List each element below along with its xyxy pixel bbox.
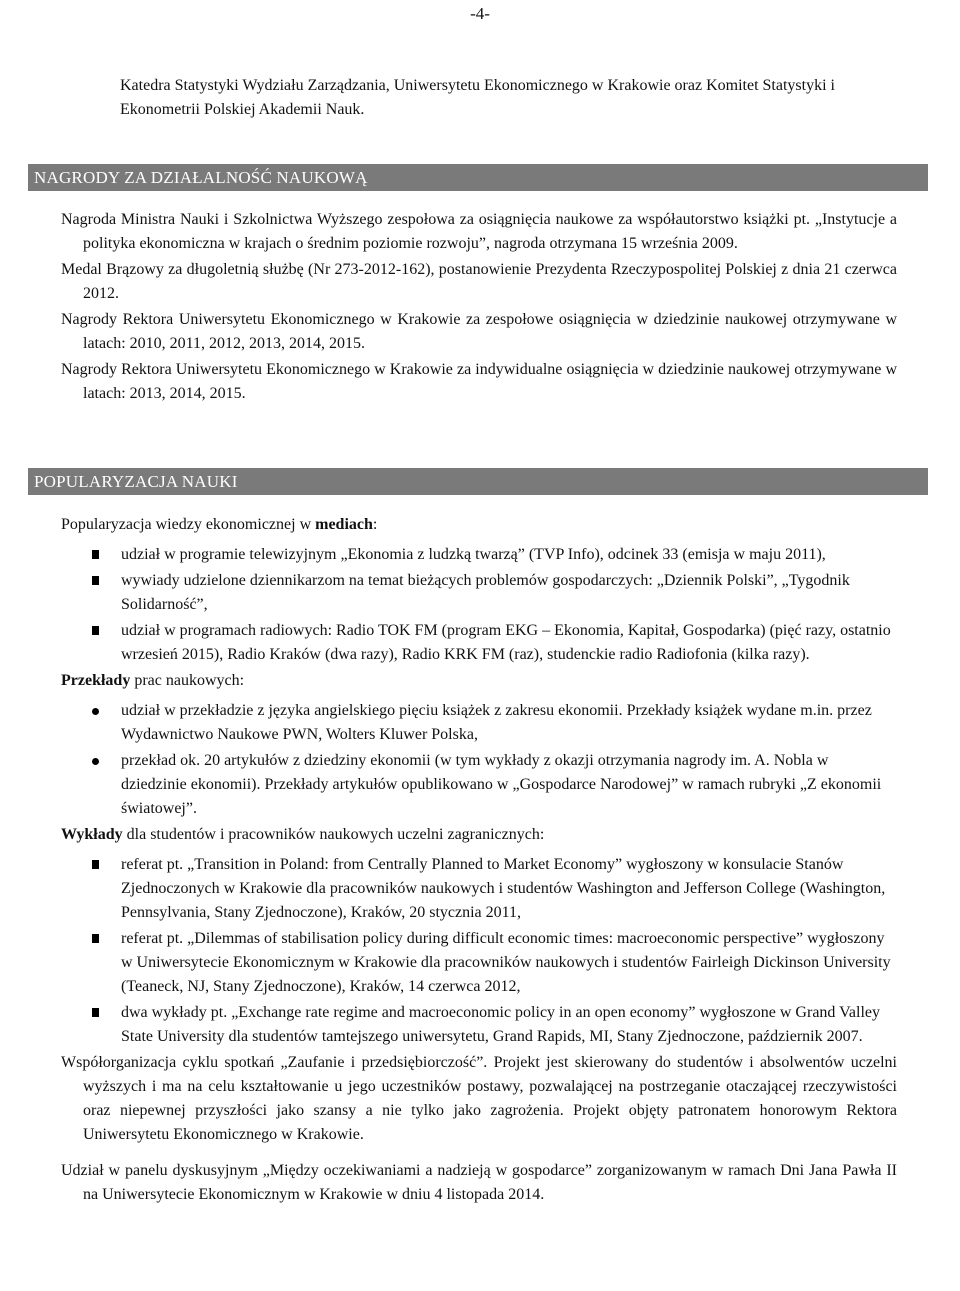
media-intro-bold: mediach	[315, 516, 373, 533]
translations-intro-bold: Przekłady	[61, 672, 131, 689]
round-bullet-icon	[92, 758, 99, 765]
square-bullet-icon	[92, 934, 99, 943]
popularization-content	[61, 513, 897, 1207]
list-item-text: przekład ok. 20 artykułów z dziedziny ekonomii (w tym wykłady z okazji otrzymania nagrody im. A. Nobla w dziedzinie ekonomii). Przekłady artykułów opublikowano w „Gospodarce Narodowej” w ramach rubryki „Z ekonomii światowej”.	[121, 752, 882, 817]
list-item-text: udział w programach radiowych: Radio TOK FM (program EKG – Ekonomia, Kapitał, Gospodarka) (pięć razy, ostatnio wrzesień 2015), Radio Kraków (dwa razy), Radio KRK FM (raz), studenckie radio Radiofonia (kilka razy).	[121, 622, 891, 663]
list-item	[61, 927, 897, 999]
list-item-text: referat pt. „Dilemmas of stabilisation policy during difficult economic times: macroeconomic perspective” wygłoszony w Uniwersytecie Ekonomicznym w Krakowie dla pracowników naukowych i studentów Fairleigh Dickinson University (Teaneck, NJ, Stany Zjednoczone), Kraków, 14 czerwca 2012,	[121, 930, 891, 995]
square-bullet-icon	[92, 860, 99, 869]
media-intro	[61, 513, 897, 537]
intro-paragraph: Katedra Statystyki Wydziału Zarządzania, Uniwersytetu Ekonomicznego w Krakowie oraz Komitet Statystyki i Ekonometrii Polskiej Akademii Nauk.	[120, 77, 835, 118]
translations-intro-suffix: prac naukowych:	[130, 672, 245, 689]
list-item-text: dwa wykłady pt. „Exchange rate regime and macroeconomic policy in an open economy” wygłoszone w Grand Valley State University dla studentów tamtejszego uniwersytetu, Grand Rapids, MI, Stany Zjednoczone, październik 2007.	[121, 1004, 880, 1045]
section-header-awards: NAGRODY ZA DZIAŁALNOŚĆ NAUKOWĄ	[28, 164, 928, 191]
list-item	[61, 619, 897, 667]
translations-intro	[61, 669, 897, 693]
media-intro-suffix: :	[372, 516, 378, 533]
lectures-intro-suffix: dla studentów i pracowników naukowych uczelni zagranicznych:	[122, 826, 545, 843]
square-bullet-icon	[92, 550, 99, 559]
media-intro-prefix: Popularyzacja wiedzy ekonomicznej w	[61, 516, 316, 533]
square-bullet-icon	[92, 626, 99, 635]
list-item	[61, 853, 897, 925]
award-item: Nagroda Ministra Nauki i Szkolnictwa Wyższego zespołowa za osiągnięcia naukowe za współautorstwo książki pt. „Instytucje a polityka ekonomiczna w krajach o średnim poziomie rozwoju”, nagroda otrzymana 15 września 2009.	[61, 211, 897, 252]
award-item: Medal Brązowy za długoletnią służbę (Nr 273-2012-162), postanowienie Prezydenta Rzeczypospolitej Polskiej z dnia 21 czerwca 2012.	[61, 261, 897, 302]
media-list	[61, 543, 897, 667]
list-item	[61, 543, 897, 567]
list-item-text: udział w programie telewizyjnym „Ekonomia z ludzką twarzą” (TVP Info), odcinek 33 (emisja w maju 2011),	[121, 546, 826, 563]
lectures-list	[61, 853, 897, 1049]
award-item: Nagrody Rektora Uniwersytetu Ekonomicznego w Krakowie za indywidualne osiągnięcia w dziedzinie naukowej otrzymywane w latach: 2013, 2014, 2015.	[61, 361, 897, 402]
list-item	[61, 749, 897, 821]
cooperation-paragraph: Współorganizacja cyklu spotkań „Zaufanie i przedsiębiorczość”. Projekt jest skierowany do studentów i absolwentów uczelni wyższych i ma na celu kształtowanie u jego uczestników postawy, pozwalającej na postrzeganie otaczającej rzeczywistości oraz niepewnej przyszłości jako szansy a nie tylko jako zagrożenia. Projekt objęty patronatem honorowym Rektora Uniwersytetu Ekonomicznego w Krakowie.	[61, 1054, 897, 1143]
lectures-intro	[61, 823, 897, 847]
award-item: Nagrody Rektora Uniwersytetu Ekonomicznego w Krakowie za zespołowe osiągnięcia w dziedzinie naukowej otrzymywane w latach: 2010, 2011, 2012, 2013, 2014, 2015.	[61, 311, 897, 352]
lectures-intro-bold: Wykłady	[61, 826, 123, 843]
square-bullet-icon	[92, 1008, 99, 1017]
list-item-text: referat pt. „Transition in Poland: from Centrally Planned to Market Economy” wygłoszony w konsulacie Stanów Zjednoczonych w Krakowie dla pracowników naukowych i studentów Washington and Jefferson College (Washington, Pennsylvania, Stany Zjednoczone), Kraków, 20 stycznia 2011,	[121, 856, 886, 921]
page-number: -4-	[470, 4, 490, 23]
awards-list	[61, 208, 897, 406]
round-bullet-icon	[92, 708, 99, 715]
panel-paragraph: Udział w panelu dyskusyjnym „Między oczekiwaniami a nadzieją w gospodarce” zorganizowanym w ramach Dni Jana Pawła II na Uniwersytecie Ekonomicznym w Krakowie w dniu 4 listopada 2014.	[61, 1162, 897, 1203]
list-item-text: wywiady udzielone dziennikarzom na temat bieżących problemów gospodarczych: „Dziennik Polski”, „Tygodnik Solidarność”,	[121, 572, 850, 613]
list-item	[61, 1001, 897, 1049]
square-bullet-icon	[92, 576, 99, 585]
list-item-text: udział w przekładzie z języka angielskiego pięciu książek z zakresu ekonomii. Przekłady książek wydane m.in. przez Wydawnictwo Naukowe PWN, Wolters Kluwer Polska,	[121, 702, 872, 743]
list-item	[61, 699, 897, 747]
section-header-popularization: POPULARYZACJA NAUKI	[28, 468, 928, 495]
list-item	[61, 569, 897, 617]
translations-list	[61, 699, 897, 821]
